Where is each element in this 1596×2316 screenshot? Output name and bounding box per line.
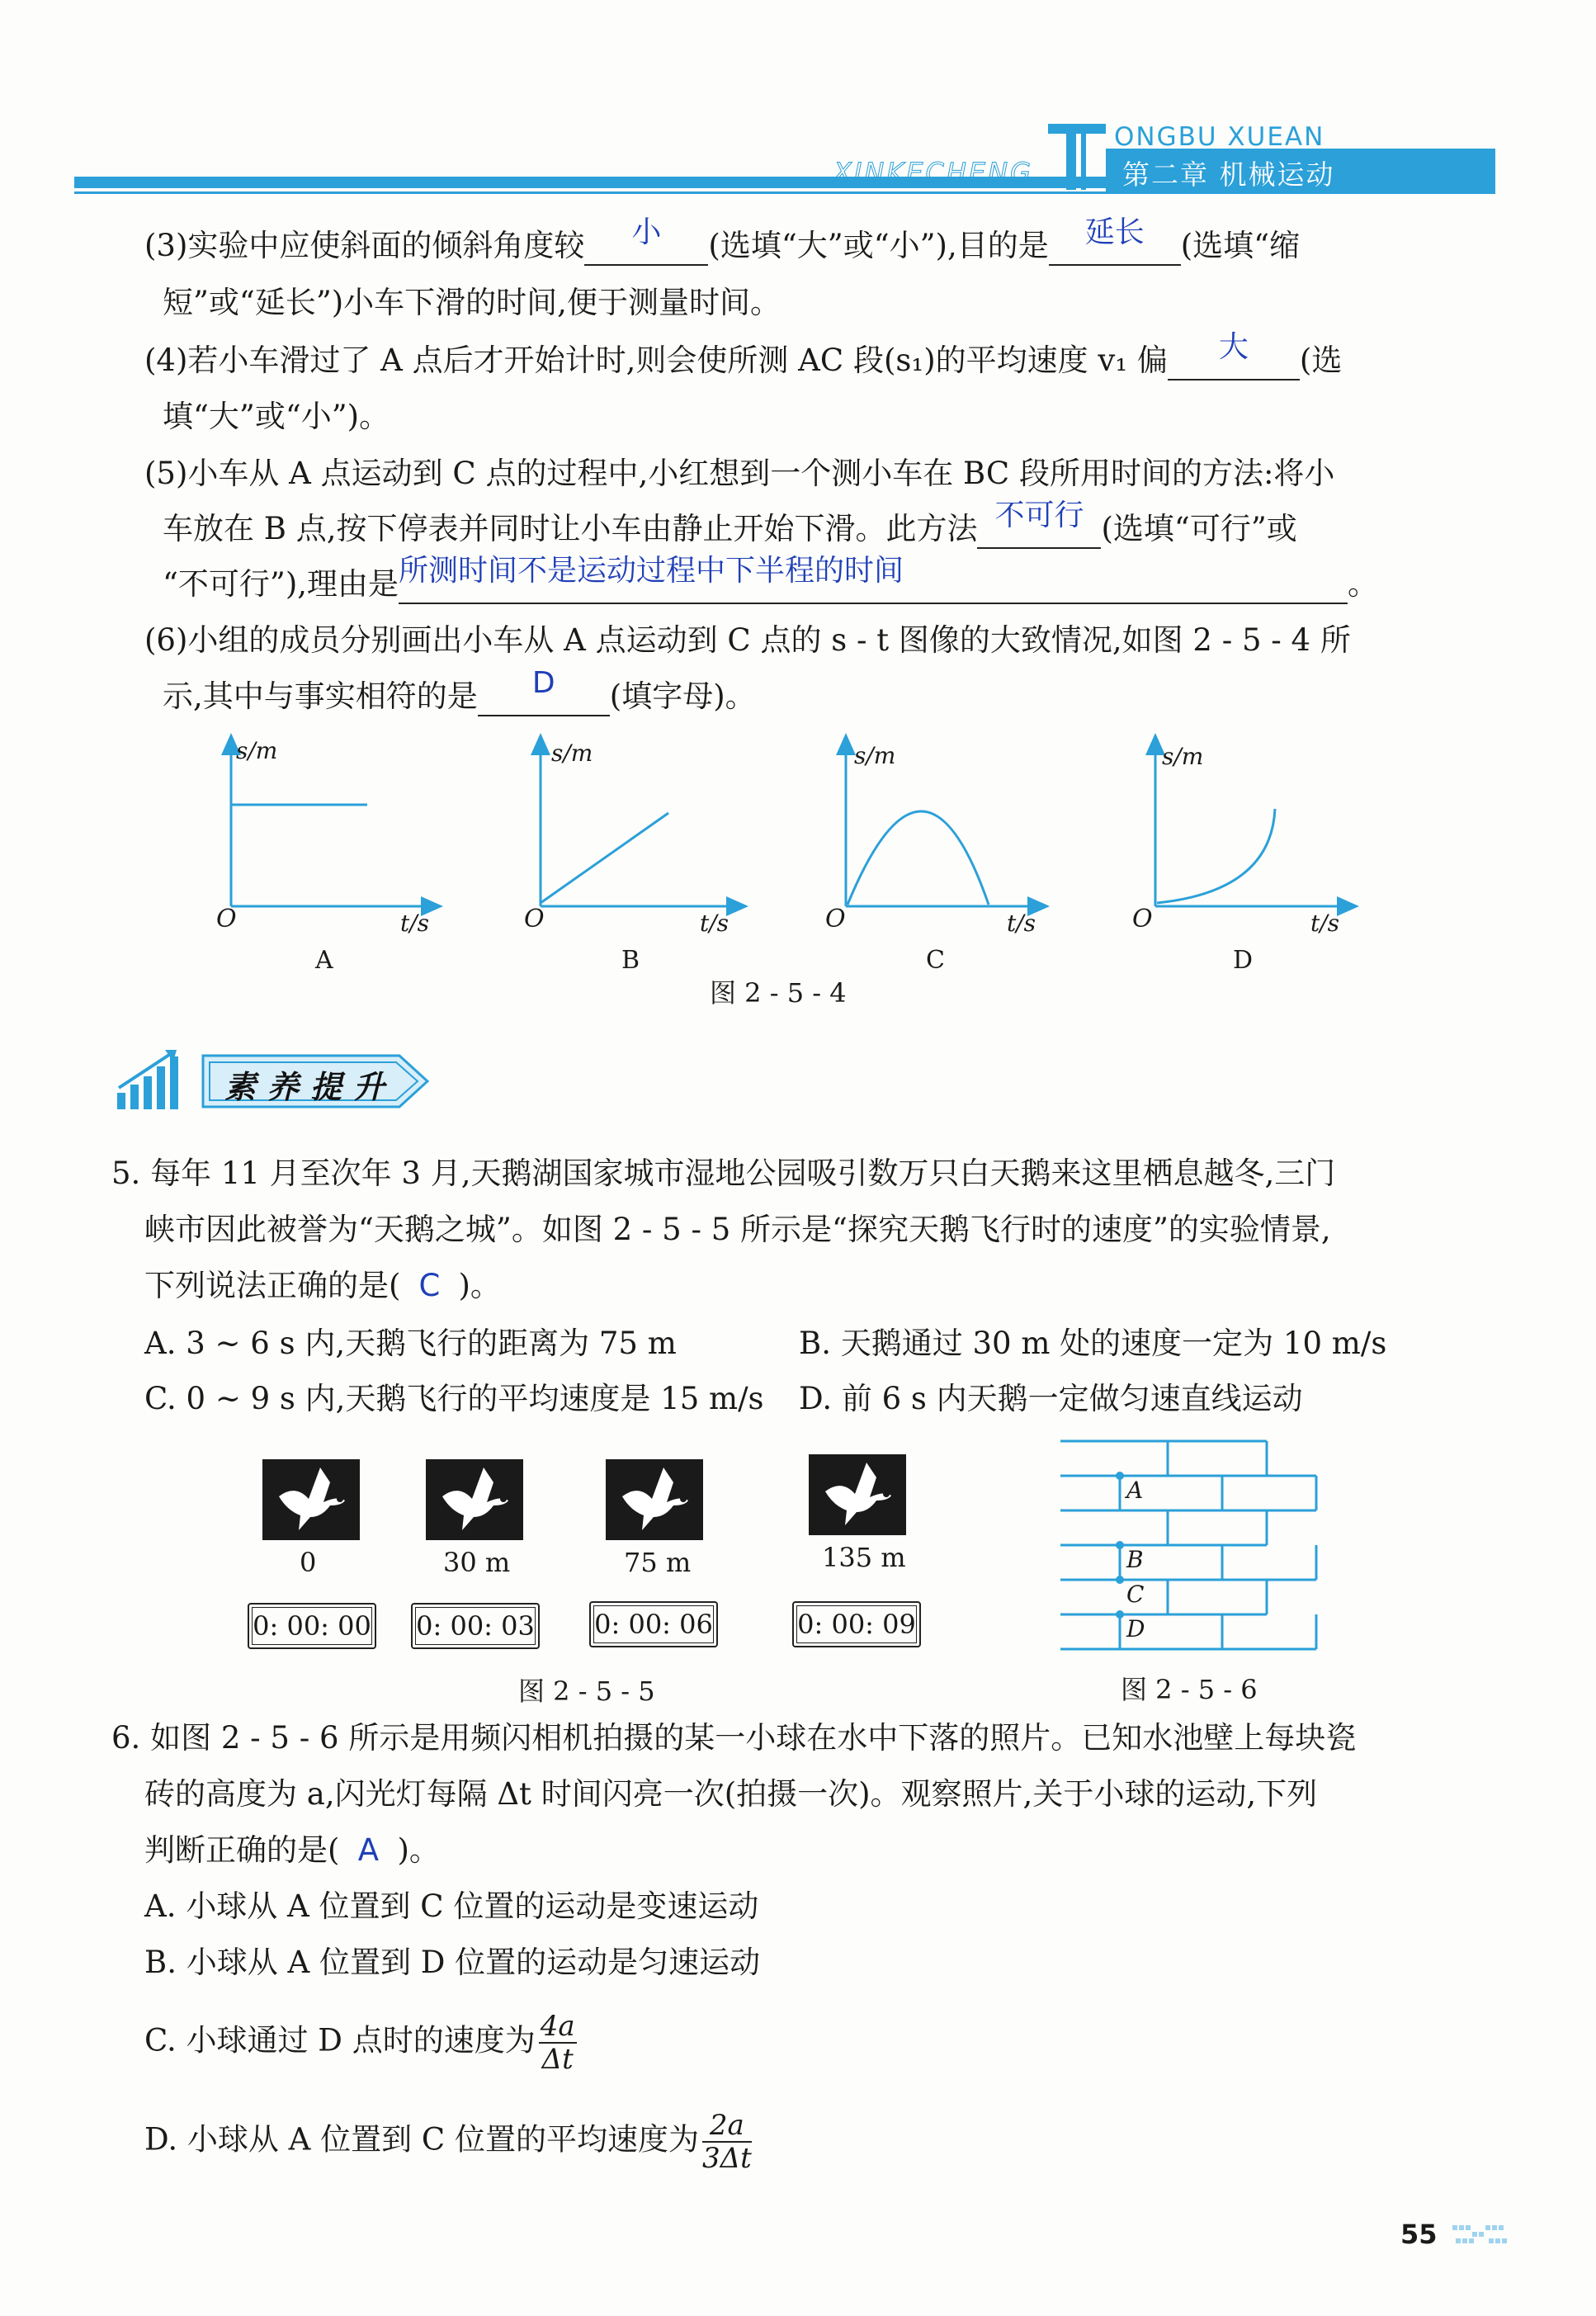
p5-option-c: C. 0 ~ 9 s 内,天鹅飞行的平均速度是 15 m/s: [144, 1381, 764, 1416]
p6-option-d: [144, 2110, 752, 2174]
q3-answer-2: 延长: [1084, 215, 1145, 249]
p5-line3: [144, 1266, 501, 1306]
bar-chart-icon: [114, 1047, 196, 1113]
q3-line1: [144, 215, 1301, 266]
stopwatch-1-time: 0: 00: 00: [252, 1607, 372, 1645]
swan-distance-4: 135 m: [822, 1542, 906, 1573]
p5-option-d: D. 前 6 s 内天鹅一定做匀速直线运动: [799, 1381, 1303, 1416]
figure-2-5-4: [198, 726, 1386, 941]
q6-line2: [163, 666, 756, 716]
graph-a-xlabel: t/s: [400, 910, 430, 937]
q4-blank-1: [1168, 330, 1300, 380]
p5-line3-end: )。: [458, 1268, 501, 1303]
header-logo-t-stem2: [1081, 124, 1086, 190]
graph-c-origin: O: [825, 905, 846, 933]
swan-distance-2: 30 m: [443, 1547, 511, 1578]
q5-text-2: 车放在 B 点,按下停表并同时让小车由静止开始下滑。此方法: [163, 511, 978, 546]
graph-a-ylabel: s/m: [236, 737, 278, 764]
stopwatch-3: [589, 1601, 718, 1647]
q4-line1: [144, 330, 1343, 380]
q5-text-3: (选填“可行”或: [1101, 511, 1297, 546]
swan-distance-1: 0: [300, 1547, 317, 1578]
q6-answer-1: D: [531, 666, 555, 700]
q4-answer-1: 大: [1218, 330, 1249, 364]
figure-2-5-6-caption: 图 2 - 5 - 6: [1121, 1674, 1258, 1705]
section-title: 素养提升: [224, 1068, 397, 1105]
p6-line1: 6. 如图 2 - 5 - 6 所示是用频闪相机拍摄的某一小球在水中下落的照片。已知水池壁上每块瓷: [111, 1720, 1357, 1756]
q3-answer-1: 小: [631, 215, 662, 249]
graph-c-xlabel: t/s: [1007, 910, 1036, 937]
graph-a-origin: O: [216, 905, 237, 933]
swan-photo-4: [809, 1454, 906, 1535]
graph-a-label: A: [315, 946, 333, 975]
swan-photo-3: [606, 1459, 703, 1540]
q5-text-5: 。: [1348, 566, 1379, 602]
p6-option-d-den: 3Δt: [701, 2142, 752, 2175]
graph-b: [541, 743, 739, 906]
q5-line2: [163, 499, 1297, 549]
tile-label-d: D: [1126, 1615, 1145, 1642]
q5-line3: [163, 554, 1379, 604]
q4-line2: 填“大”或“小”)。: [163, 399, 390, 434]
p6-option-a: A. 小球从 A 位置到 C 位置的运动是变速运动: [144, 1888, 759, 1924]
q5-line1: (5)小车从 A 点运动到 C 点的过程中,小红想到一个测小车在 BC 段所用时间的方法:将小: [144, 456, 1335, 491]
graph-b-label: B: [621, 946, 640, 975]
graph-d-origin: O: [1132, 905, 1153, 933]
tile-label-c: C: [1126, 1581, 1145, 1608]
header-logo-t: [1048, 124, 1106, 134]
q6-blank-1: [478, 666, 610, 716]
q6-text-3: (填字母)。: [609, 678, 756, 714]
p6-option-c-fraction: [539, 2011, 577, 2075]
header-series-bottom: XINKECHENG: [833, 157, 1033, 188]
header-logo-t-stem: [1066, 124, 1076, 190]
graph-a: [231, 743, 433, 906]
p6-option-d-fraction: [702, 2110, 752, 2174]
stopwatch-4: [792, 1601, 921, 1647]
p6-option-b: B. 小球从 A 位置到 D 位置的运动是匀速运动: [144, 1945, 761, 1980]
p6-answer: A: [357, 1832, 380, 1868]
graph-d-label: D: [1233, 946, 1254, 975]
swan-photo-2: [426, 1459, 523, 1540]
stopwatch-1: [248, 1603, 376, 1649]
q6-line1: (6)小组的成员分别画出小车从 A 点运动到 C 点的 s - t 图像的大致情况,如图 2 - 5 - 4 所: [144, 622, 1351, 658]
q3-text-2: (选填“大”或“小”),目的是: [708, 228, 1049, 263]
graph-b-origin: O: [524, 905, 545, 933]
footer-ornament-icon: [1452, 2220, 1510, 2250]
q4-text-2: (选: [1299, 343, 1343, 378]
stopwatch-3-time: 0: 00: 06: [593, 1605, 714, 1643]
q5-answer-2: 所测时间不是运动过程中下半程的时间: [399, 554, 904, 588]
figure-2-5-5-caption: 图 2 - 5 - 5: [518, 1676, 655, 1707]
tile-label-a: A: [1126, 1477, 1144, 1504]
q6-text-2: 示,其中与事实相符的是: [163, 678, 478, 714]
graph-d-xlabel: t/s: [1310, 910, 1340, 937]
p6-option-d-text: D. 小球从 A 位置到 C 位置的平均速度为: [144, 2121, 699, 2158]
p5-answer: C: [418, 1268, 441, 1303]
p5-line2: 峡市因此被誉为“天鹅之城”。如图 2 - 5 - 5 所示是“探究天鹅飞行时的速度”的实验情景,: [144, 1212, 1331, 1247]
p5-line3-text: 下列说法正确的是(: [144, 1268, 401, 1303]
graph-b-xlabel: t/s: [700, 910, 730, 937]
p6-option-c-text: C. 小球通过 D 点时的速度为: [144, 2022, 536, 2058]
graph-c-label: C: [926, 946, 945, 975]
tile-wall: [1060, 1438, 1324, 1661]
p6-line3-text: 判断正确的是(: [144, 1832, 340, 1868]
q3-line2: 短”或“延长”)小车下滑的时间,便于测量时间。: [163, 285, 781, 320]
q3-text-1: (3)实验中应使斜面的倾斜角度较: [144, 228, 585, 263]
p6-option-c-den: Δt: [541, 2043, 574, 2076]
page-number: 55: [1400, 2219, 1438, 2250]
q5-text-4: “不可行”),理由是: [163, 566, 399, 602]
header-series-top: ONGBU XUEAN: [1114, 122, 1325, 152]
stopwatch-2-time: 0: 00: 03: [415, 1607, 536, 1645]
q3-text-3: (选填“缩: [1180, 228, 1301, 263]
graph-b-ylabel: s/m: [551, 740, 593, 767]
p5-option-a: A. 3 ~ 6 s 内,天鹅飞行的距离为 75 m: [144, 1326, 677, 1361]
swan-photo-1: [262, 1459, 360, 1540]
q3-blank-2: [1049, 215, 1181, 266]
p6-option-d-num: 2a: [702, 2110, 752, 2143]
stopwatch-4-time: 0: 00: 09: [796, 1605, 917, 1643]
q5-blank-1: [977, 499, 1101, 549]
graph-c-ylabel: s/m: [854, 742, 896, 769]
q5-answer-1: 不可行: [994, 499, 1084, 532]
stopwatch-2: [411, 1603, 540, 1649]
p6-option-c-num: 4a: [540, 2010, 575, 2043]
p6-line2: 砖的高度为 a,闪光灯每隔 Δt 时间闪亮一次(拍摄一次)。观察照片,关于小球的运动,下列: [144, 1776, 1318, 1812]
p5-line1: 5. 每年 11 月至次年 3 月,天鹅湖国家城市湿地公园吸引数万只白天鹅来这里栖息越冬,三门: [111, 1156, 1336, 1191]
graph-d-ylabel: s/m: [1162, 743, 1204, 770]
q4-text-1: (4)若小车滑过了 A 点后才开始计时,则会使所测 AC 段(s₁)的平均速度 v₁ 偏: [144, 343, 1168, 378]
p6-line3-end: )。: [397, 1832, 440, 1868]
p6-option-c: [144, 2011, 577, 2075]
figure-2-5-4-caption: 图 2 - 5 - 4: [710, 977, 847, 1009]
p5-option-b: B. 天鹅通过 30 m 处的速度一定为 10 m/s: [799, 1326, 1387, 1361]
header-chapter: 第二章 机械运动: [1122, 158, 1335, 191]
q3-blank-1: [584, 215, 708, 266]
q5-blank-2: [399, 554, 1348, 604]
swan-distance-3: 75 m: [624, 1547, 692, 1578]
p6-line3: [144, 1831, 440, 1870]
tile-label-b: B: [1126, 1546, 1144, 1573]
